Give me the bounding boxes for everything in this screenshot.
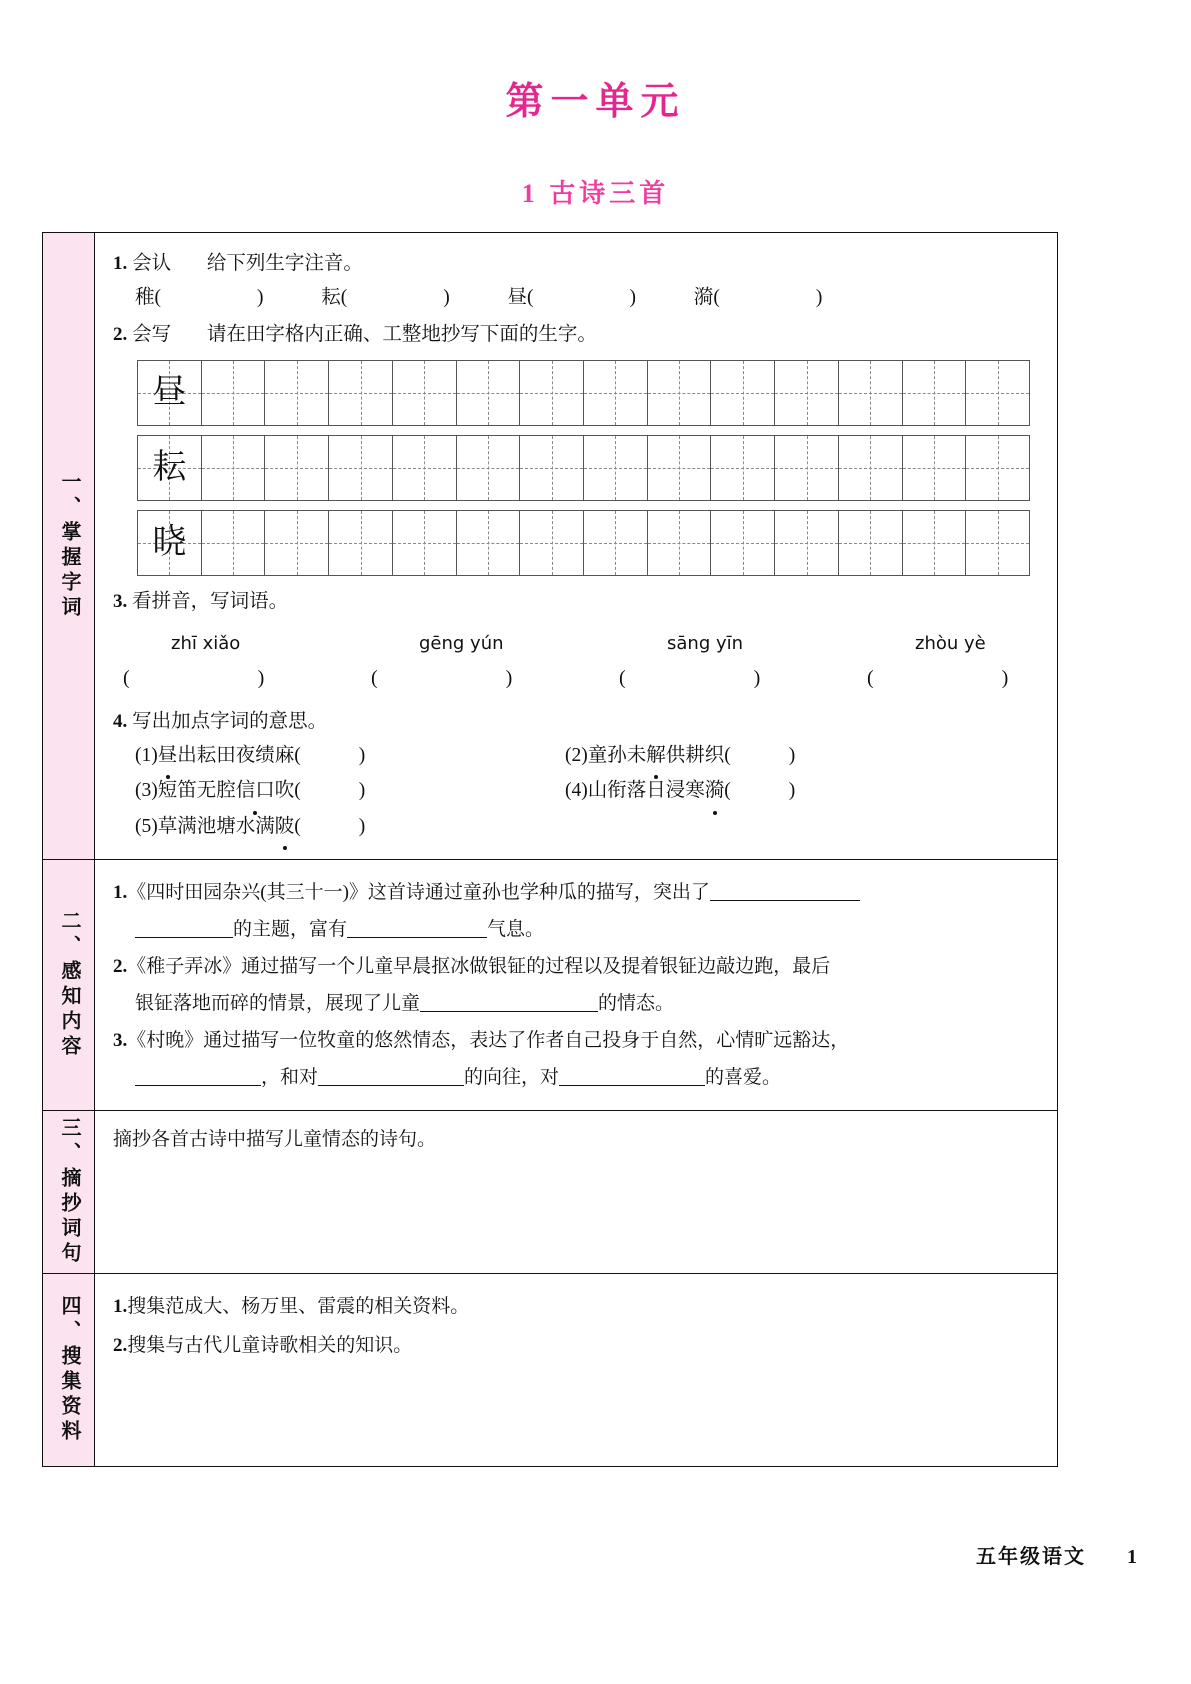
section-3-prompt: 摘抄各首古诗中描写儿童情态的诗句。 (113, 1129, 437, 1151)
zhuyin-char-item[interactable]: 漪( ) (693, 286, 823, 308)
tianzige-cell[interactable] (329, 361, 393, 425)
item-text: 《村晚》通过描写一位牧童的悠然情态，表达了作者自己投身于自然，心情旷远豁达， (127, 1030, 850, 1052)
tianzige-cell[interactable] (265, 361, 329, 425)
question-2-heading (113, 318, 1135, 352)
tianzige-cell[interactable] (903, 361, 967, 425)
answer-parenthesis[interactable]: ( ) (294, 780, 366, 802)
item-text: 的喜爱。 (705, 1067, 782, 1089)
item-text: 《四时田园杂兴(其三十一)》这首诗通过童孙也学种瓜的描写，突出了 (127, 882, 710, 904)
section-4-side-label (43, 1274, 95, 1466)
dotted-item (135, 739, 565, 773)
item-pre: 山衔落日浸寒 (587, 780, 705, 802)
tianzige-cell[interactable] (966, 361, 1029, 425)
tianzige-cell[interactable] (138, 436, 202, 500)
question-2-number: 2. (113, 324, 128, 346)
fill-blank[interactable] (347, 937, 487, 938)
question-1-heading (113, 247, 1135, 281)
tianzige-cell[interactable] (202, 361, 266, 425)
item-post: 出耘田夜绩麻 (177, 744, 295, 766)
item-post: 供耕织 (665, 744, 725, 766)
tianzige-cell[interactable] (457, 361, 521, 425)
section-3-side-label (43, 1111, 95, 1273)
section-2-side-label (43, 860, 95, 1110)
dotted-char: 漪 (705, 774, 725, 808)
zhuyin-char: 稚 (135, 286, 155, 308)
dotted-char: 陂 (275, 810, 295, 844)
item-text: 的主题，富有 (233, 919, 348, 941)
tianzige-cell[interactable] (839, 511, 903, 575)
pinyin-cell (143, 629, 391, 660)
answer-parenthesis[interactable]: ( ) (724, 780, 796, 802)
item-label: (5) (135, 815, 158, 837)
fill-blank[interactable] (135, 1085, 261, 1086)
question-1-char-row (113, 281, 1135, 315)
pinyin-answer-field[interactable]: ( ) (867, 666, 1009, 689)
zhuyin-char-item[interactable]: 稚( ) (135, 286, 264, 308)
tianzige-cell[interactable] (329, 436, 393, 500)
tianzige-cell[interactable] (903, 511, 967, 575)
section-2-body (95, 860, 1057, 1110)
dotted-char: 昼 (158, 739, 178, 773)
zhuyin-char: 昼 (507, 286, 528, 308)
fill-blank[interactable] (559, 1085, 705, 1086)
item-text: 气息。 (487, 919, 545, 941)
item-pre: 短笛无腔 (157, 780, 236, 802)
pinyin-label: sāng yīn (667, 632, 744, 654)
page-number: 1 (1127, 1546, 1139, 1568)
question-1-prompt: 给下列生字注音。 (206, 253, 363, 274)
answer-parenthesis[interactable]: ( ) (294, 744, 366, 766)
section-3-body[interactable] (95, 1111, 1057, 1273)
section-1-side-label (43, 233, 95, 859)
pinyin-label: zhī xiǎo (171, 632, 241, 654)
comprehension-item-3 (113, 1022, 1041, 1059)
item-pre: 草满池塘水满 (157, 815, 275, 837)
tianzige-cell[interactable] (457, 436, 521, 500)
research-item (113, 1288, 1041, 1327)
fill-blank[interactable] (135, 937, 233, 938)
worksheet-table (42, 232, 1058, 1467)
question-4-items (113, 739, 1135, 846)
dotted-item (565, 739, 995, 773)
question-2-prompt: 请在田字格内正确、工整地抄写下面的生字。 (206, 324, 597, 346)
tianzige-cell[interactable] (202, 436, 266, 500)
answer-parenthesis[interactable]: ( ) (724, 744, 796, 766)
tianzige-cell[interactable] (584, 361, 648, 425)
tianzige-cell[interactable] (966, 511, 1029, 575)
tianzige-grid-area (113, 360, 1135, 576)
section-row-3 (43, 1111, 1057, 1274)
footer-subject: 五年级语文 (976, 1546, 1086, 1568)
question-1-title: 会认 (132, 253, 172, 274)
fill-blank[interactable] (420, 1011, 598, 1012)
tianzige-cell[interactable] (393, 361, 457, 425)
tianzige-model-char: 耘 (152, 448, 187, 486)
pinyin-cell (639, 629, 887, 660)
item-number: 3. (113, 1030, 128, 1052)
question-1-number: 1. (113, 253, 128, 274)
tianzige-model-char: 晓 (152, 523, 187, 561)
dotted-char: 解 (646, 739, 666, 773)
section-3-side-label-text: 三、摘抄词句 (58, 1117, 80, 1268)
tianzige-cell[interactable] (711, 436, 775, 500)
item-text: 的情态。 (598, 993, 675, 1015)
tianzige-cell[interactable] (839, 436, 903, 500)
question-4-prompt: 写出加点字词的意思。 (132, 710, 328, 732)
comprehension-item-1 (113, 874, 1041, 911)
tianzige-cell[interactable] (520, 361, 584, 425)
section-row-1 (43, 233, 1057, 860)
item-text: 银钲落地而碎的情景，展现了儿童 (135, 993, 421, 1015)
zhuyin-char: 漪 (693, 286, 714, 308)
dotted-item (565, 774, 995, 808)
tianzige-cell[interactable] (711, 361, 775, 425)
section-4-body (95, 1274, 1057, 1466)
fill-blank[interactable] (710, 900, 860, 901)
zhuyin-char-item[interactable]: 昼( ) (507, 286, 637, 308)
item-text: 搜集与古代儿童诗歌相关的知识。 (127, 1335, 413, 1357)
tianzige-row[interactable] (137, 435, 1030, 501)
item-text: 的向往，对 (464, 1067, 560, 1089)
pinyin-cell (391, 629, 639, 660)
pinyin-cell (887, 629, 1135, 660)
tianzige-cell[interactable] (138, 361, 202, 425)
pinyin-answer-field[interactable]: ( ) (371, 666, 513, 689)
item-label: (2) (565, 744, 588, 766)
pinyin-label-row (113, 629, 1135, 660)
item-text: 搜集范成大、杨万里、雷震的相关资料。 (127, 1296, 470, 1318)
tianzige-cell[interactable] (584, 511, 648, 575)
comprehension-item-1-cont (113, 911, 1041, 948)
answer-parenthesis[interactable]: ( ) (294, 815, 366, 837)
item-number: 1. (113, 882, 128, 904)
tianzige-cell[interactable] (775, 361, 839, 425)
tianzige-cell[interactable] (648, 361, 712, 425)
question-3-prompt: 看拼音，写词语。 (132, 590, 289, 612)
pinyin-answer-row (113, 661, 1135, 695)
zhuyin-char: 耘 (321, 286, 341, 308)
lesson-title: 1 古诗三首 (521, 179, 670, 208)
item-pre: 童孙未 (587, 744, 647, 766)
section-2-side-label-text: 二、感知内容 (58, 910, 80, 1061)
question-2-title: 会写 (132, 324, 172, 346)
question-4-heading (113, 705, 1135, 739)
comprehension-item-2-cont (113, 985, 1041, 1022)
section-1-body (95, 233, 1151, 859)
section-4-side-label-text: 四、搜集资料 (58, 1295, 80, 1446)
unit-title: 第一单元 (505, 81, 686, 123)
section-row-4 (43, 1274, 1057, 1466)
tianzige-cell[interactable] (966, 436, 1029, 500)
tianzige-cell[interactable] (457, 511, 521, 575)
tianzige-cell[interactable] (648, 436, 712, 500)
comprehension-item-2 (113, 948, 1041, 985)
item-number: 1. (113, 1296, 128, 1318)
question-3-number: 3. (113, 590, 128, 612)
item-post: 吹 (274, 780, 295, 802)
tianzige-model-char: 昼 (152, 373, 187, 411)
question-3-heading (113, 585, 1135, 619)
zhuyin-char-item[interactable]: 耘( ) (321, 286, 450, 308)
tianzige-row[interactable] (137, 510, 1030, 576)
tianzige-cell[interactable] (584, 436, 648, 500)
page-footer (976, 1540, 1139, 1569)
item-label: (4) (565, 780, 588, 802)
tianzige-cell[interactable] (520, 436, 584, 500)
tianzige-cell[interactable] (520, 511, 584, 575)
pinyin-answer-field[interactable]: ( ) (123, 666, 265, 689)
tianzige-cell[interactable] (202, 511, 266, 575)
tianzige-cell[interactable] (775, 511, 839, 575)
dotted-item (135, 810, 565, 844)
comprehension-item-3-cont (113, 1059, 1041, 1096)
pinyin-label: zhòu yè (915, 632, 986, 654)
fill-blank[interactable] (318, 1085, 464, 1086)
item-text: ，和对 (261, 1067, 319, 1089)
research-item (113, 1327, 1041, 1366)
pinyin-label: gēng yún (419, 632, 504, 654)
item-label: (3) (135, 780, 158, 802)
tianzige-row[interactable] (137, 360, 1030, 426)
tianzige-cell[interactable] (648, 511, 712, 575)
item-number: 2. (113, 1335, 128, 1357)
tianzige-cell[interactable] (775, 436, 839, 500)
dotted-item (135, 774, 565, 808)
tianzige-cell[interactable] (839, 361, 903, 425)
tianzige-cell[interactable] (393, 511, 457, 575)
tianzige-cell[interactable] (329, 511, 393, 575)
pinyin-answer-field[interactable]: ( ) (619, 666, 761, 689)
item-number: 2. (113, 956, 128, 978)
question-4-number: 4. (113, 710, 128, 732)
tianzige-cell[interactable] (393, 436, 457, 500)
tianzige-cell[interactable] (711, 511, 775, 575)
section-1-side-label-text: 一、掌握字词 (58, 471, 80, 622)
tianzige-cell[interactable] (903, 436, 967, 500)
tianzige-cell[interactable] (138, 511, 202, 575)
item-label: (1) (135, 744, 158, 766)
section-row-2 (43, 860, 1057, 1111)
tianzige-cell[interactable] (265, 436, 329, 500)
tianzige-cell[interactable] (265, 511, 329, 575)
dotted-char: 信口 (236, 774, 275, 808)
item-text: 《稚子弄冰》通过描写一个儿童早晨抠冰做银钲的过程以及提着银钲边敲边跑，最后 (127, 956, 831, 978)
